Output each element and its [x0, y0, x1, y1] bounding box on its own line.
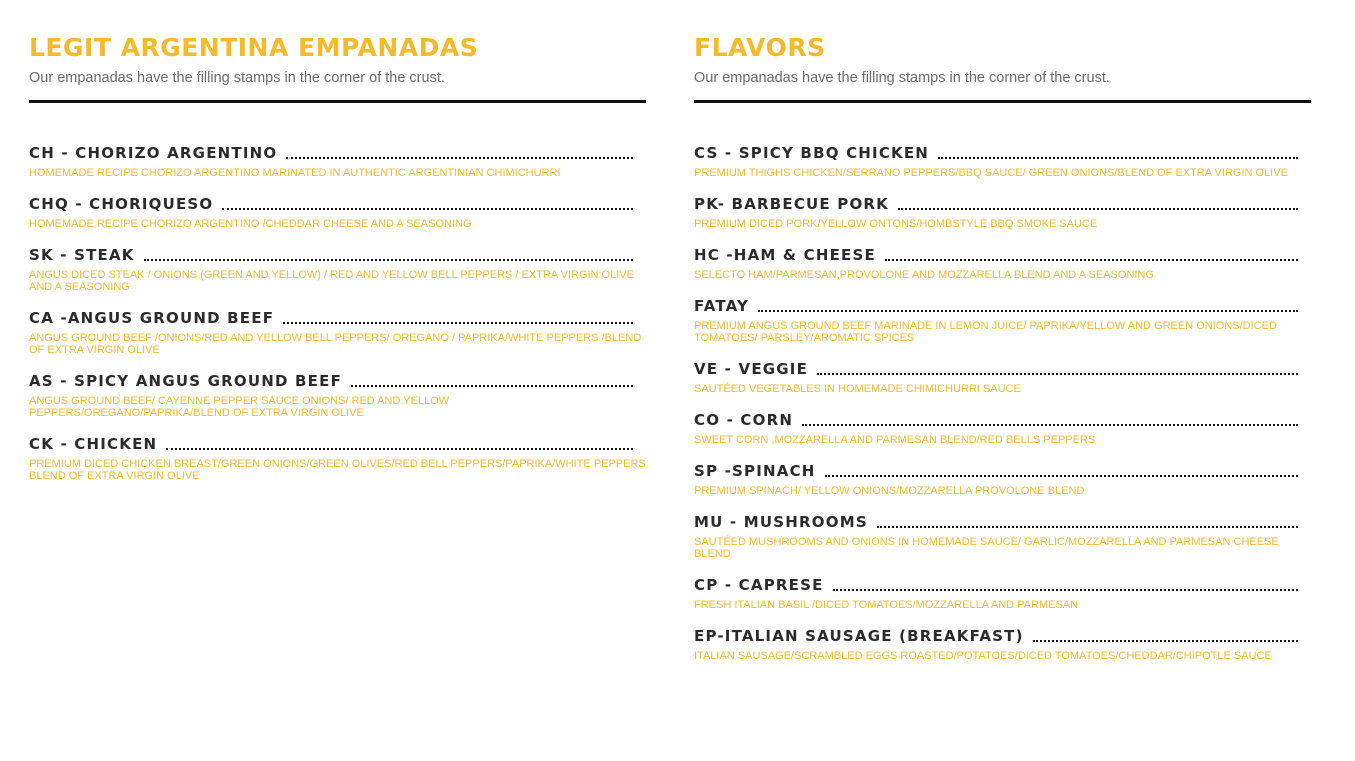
menu-item-name: PK- BARBECUE PORK — [694, 195, 890, 213]
menu-list — [694, 141, 1311, 662]
menu-item-name: CA -ANGUS GROUND BEEF — [29, 309, 275, 327]
dotted-leader — [351, 385, 633, 387]
menu-item-header — [29, 141, 633, 163]
menu-item-name: CH - CHORIZO ARGENTINO — [29, 144, 278, 162]
menu-item-description: PREMIUM SPINACH/ YELLOW ONIONS/MOZZARELLA PROVOLONE BLEND — [694, 485, 1085, 497]
dotted-leader — [758, 310, 1298, 312]
menu-item — [694, 510, 1311, 560]
menu-item-description: SWEET CORN ,MOZZARELLA AND PARMESAN BLEND/RED BELLS PEPPERS — [694, 434, 1096, 446]
menu-item — [694, 408, 1311, 446]
section-subtitle: Our empanadas have the filling stamps in the corner of the crust. — [694, 70, 1110, 86]
menu-item-name: VE - VEGGIE — [694, 360, 809, 378]
menu-item-name: AS - SPICY ANGUS GROUND BEEF — [29, 372, 343, 390]
menu-item-description: HOMEMADE RECIPE CHORIZO ARGENTINO MARINATED IN AUTHENTIC ARGENTINIAN CHIMICHURRI — [29, 167, 561, 179]
menu-item — [29, 141, 646, 179]
menu-item-description: PREMIUM DICED PORK/YELLOW ONTONS/HOMBSTYLE BBQ SMOKE SAUCE — [694, 218, 1098, 230]
menu-item — [29, 432, 646, 482]
menu-item-description: FRESH ITALIAN BASIL /DICED TOMATOES/MOZZARELLA AND PARMESAN — [694, 599, 1079, 611]
dotted-leader — [1033, 640, 1298, 642]
menu-item — [694, 243, 1311, 281]
menu-item-header — [694, 510, 1298, 532]
menu-item-header — [694, 624, 1298, 646]
menu-item-description: SAUTÉED VEGETABLES IN HOMEMADE CHIMICHURRI SAUCE — [694, 383, 1021, 395]
menu-item — [694, 141, 1311, 179]
dotted-leader — [833, 589, 1298, 591]
dotted-leader — [825, 475, 1298, 477]
menu-item — [29, 369, 646, 419]
menu-item-description: ANGUS GROUND BEEF /ONIONS/RED AND YELLOW BELL PEPPERS/ OREGANO / PAPRIKA/WHITE PEPPERS /BLEND OF EXTRA VIRGIN OLIVE — [29, 332, 642, 356]
dotted-leader — [802, 424, 1298, 426]
dotted-leader — [817, 373, 1298, 375]
menu-item-name: MU - MUSHROOMS — [694, 513, 868, 531]
dotted-leader — [898, 208, 1298, 210]
menu-item-description: PREMIUM THIGHS CHICKEN/SERRANO PEPPERS/BBQ SAUCE/ GREEN ONIONS/BLEND OF EXTRA VIRGIN OLIVE — [694, 167, 1288, 179]
dotted-leader — [938, 157, 1298, 159]
dotted-leader — [144, 259, 633, 261]
menu-item-description: SAUTÉED MUSHROOMS AND ONIONS IN HOMEMADE SAUCE/ GARLIC/MOZZARELLA AND PARMESAN CHEESE BLEND — [694, 536, 1279, 560]
section-title: FLAVORS — [694, 33, 826, 62]
dotted-leader — [286, 157, 633, 159]
menu-item — [694, 459, 1311, 497]
menu-item-description: PREMIUM ANGUS GROUND BEEF MARINADE IN LEMON JUICE/ PAPRIKA/YELLOW AND GREEN ONIONS/DICED TOMATOES/ PARSLEY/AROMATIC SPICES — [694, 320, 1277, 344]
section-title: LEGIT ARGENTINA EMPANADAS — [29, 33, 479, 62]
menu-item-header — [694, 459, 1298, 481]
menu-item-description: ITALIAN SAUSAGE/SCRAMBLED EGGS ROASTED/POTATOES/DICED TOMATOES/CHEDDAR/CHIPOTLE SAUCE — [694, 650, 1272, 662]
menu-item-name: SK - STEAK — [29, 246, 135, 264]
menu-item-header — [694, 408, 1298, 430]
menu-item-name: CHQ - CHORIQUESO — [29, 195, 214, 213]
menu-item-header — [29, 306, 633, 328]
menu-item-description: SELECTO HAM/PARMESAN,PROVOLONE AND MOZZARELLA BLEND AND A SEASONING — [694, 269, 1154, 281]
menu-item-description: ANGUS GROUND BEEF/ CAYENNE PEPPER SAUCE ONIONS/ RED AND YELLOW PEPPERS/OREGANO/PAPRIKA/BLEND OF EXTRA VIRGIN OLIVE — [29, 395, 450, 419]
section-subtitle: Our empanadas have the filling stamps in the corner of the crust. — [29, 70, 445, 86]
menu-item-header — [29, 432, 633, 454]
menu-item — [29, 192, 646, 230]
menu-item-header — [29, 369, 633, 391]
menu-item-name: EP-ITALIAN SAUSAGE (BREAKFAST) — [694, 627, 1024, 645]
dotted-leader — [166, 448, 633, 450]
dotted-leader — [877, 526, 1298, 528]
flavors-section — [694, 30, 1311, 675]
menu-item-header — [29, 243, 633, 265]
menu-item-header — [694, 141, 1298, 163]
menu-item — [29, 243, 646, 293]
menu-list — [29, 141, 646, 482]
menu-item — [694, 357, 1311, 395]
dotted-leader — [222, 208, 633, 210]
menu-item-name: CP - CAPRESE — [694, 576, 824, 594]
menu-item-name: CO - CORN — [694, 411, 794, 429]
menu-item — [29, 306, 646, 356]
menu-item-header — [694, 573, 1298, 595]
dotted-leader — [283, 322, 633, 324]
empanadas-section — [29, 30, 646, 495]
menu-item-description: PREMIUM DICED CHICKEN BREAST/GREEN ONIONS/GREEN OLIVES/RED BELL PEPPERS/PAPRIKA/WHITE PEPPERS BLEND OF EXTRA VIRGIN OLIVE — [29, 458, 646, 482]
menu-item-header — [694, 357, 1298, 379]
menu-item — [694, 624, 1311, 662]
section-divider — [29, 100, 646, 103]
section-divider — [694, 100, 1311, 103]
menu-item-header — [29, 192, 633, 214]
dotted-leader — [885, 259, 1298, 261]
menu-item-header — [694, 294, 1298, 316]
menu-item-header — [694, 192, 1298, 214]
menu-item-name: SP -SPINACH — [694, 462, 816, 480]
menu-item — [694, 573, 1311, 611]
menu-item-name: CS - SPICY BBQ CHICKEN — [694, 144, 930, 162]
menu-item — [694, 192, 1311, 230]
menu-item-description: ANGUS DICED STEAK / ONIONS (GREEN AND YELLOW) / RED AND YELLOW BELL PEPPERS / EXTRA VIRGIN OLIVE AND A SEASONING — [29, 269, 634, 293]
menu-item-description: HOMEMADE RECIPE CHORIZO ARGENTINO /CHEDDAR CHEESE AND A SEASONING — [29, 218, 472, 230]
menu-item-name: HC -HAM & CHEESE — [694, 246, 876, 264]
menu-item — [694, 294, 1311, 344]
menu-item-header — [694, 243, 1298, 265]
menu-item-name: CK - CHICKEN — [29, 435, 158, 453]
menu-item-name: FATAY — [694, 297, 750, 315]
